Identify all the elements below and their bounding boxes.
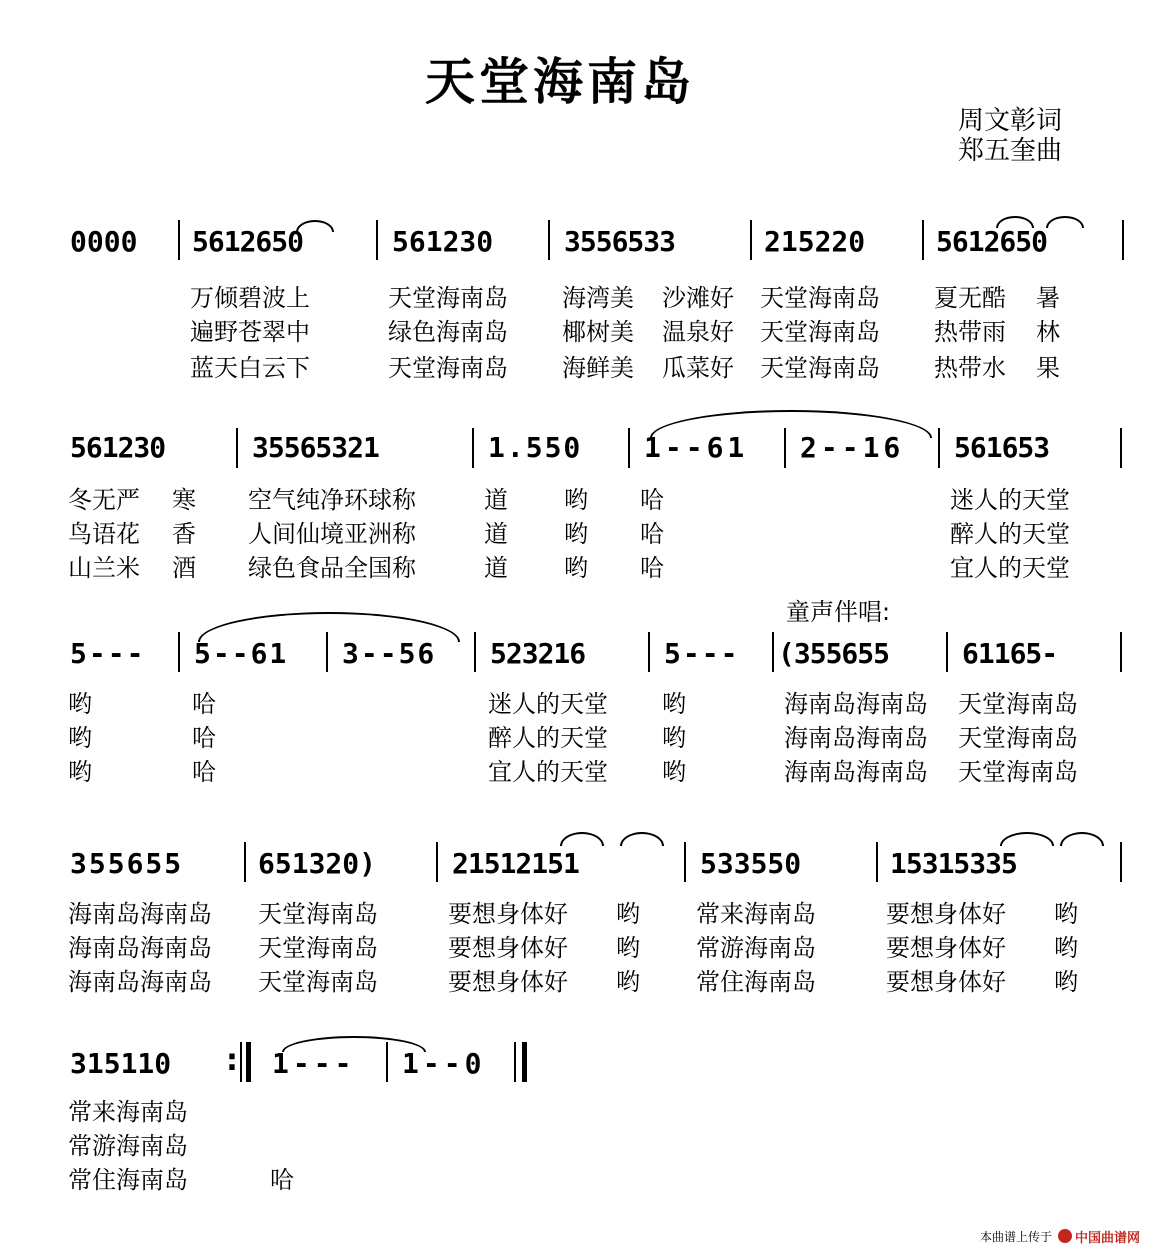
measure: 5612650 <box>936 225 1048 258</box>
lyric-word: 哟 <box>68 690 92 718</box>
lyric-word: 要想身体好 <box>886 968 1006 996</box>
lyric-word: 哈 <box>640 520 664 548</box>
lyric-word: 常住海南岛 <box>696 968 816 996</box>
measure: 5--61 <box>194 637 289 670</box>
lyric-word: 天堂海南岛 <box>258 900 378 928</box>
lyric-word: 哟 <box>662 690 686 718</box>
lyric-word: 常游海南岛 <box>696 934 816 962</box>
lyric-word: 醉人的天堂 <box>950 520 1070 548</box>
lyric-word: 海南岛海南岛 <box>784 690 928 718</box>
bar-line <box>514 1042 516 1082</box>
measure: 561653 <box>954 431 1050 464</box>
lyric-word: 寒 <box>172 486 196 514</box>
lyric-word: 道 <box>484 554 508 582</box>
lyric-word: 哟 <box>616 934 640 962</box>
lyric-word: 瓜菜好 <box>662 354 734 382</box>
lyric-word: 哟 <box>616 900 640 928</box>
lyric-word: 天堂海南岛 <box>760 354 880 382</box>
measure: 21512151 <box>452 847 579 880</box>
lyric-word: 林 <box>1036 318 1060 346</box>
lyric-word: 天堂海南岛 <box>958 690 1078 718</box>
lyric-word: 哈 <box>640 486 664 514</box>
measure: 1--- <box>272 1047 356 1080</box>
measure: 561230 <box>70 431 166 464</box>
composer-credit: 郑五奎曲 <box>958 136 1063 166</box>
lyric-word: 香 <box>172 520 196 548</box>
lyric-word: 蓝天白云下 <box>190 354 310 382</box>
lyric-word: 哈 <box>640 554 664 582</box>
measure: 215220 <box>764 225 866 258</box>
measure: 35565321 <box>252 431 379 464</box>
measure: 3556533 <box>564 225 676 258</box>
lyric-word: 哟 <box>662 758 686 786</box>
lyricist-credit: 周文彰词 <box>958 106 1063 136</box>
lyric-word: 遍野苍翠中 <box>190 318 310 346</box>
lyric-word: 常住海南岛 <box>68 1166 188 1194</box>
lyric-word: 常来海南岛 <box>68 1098 188 1126</box>
bar-line <box>386 1042 388 1082</box>
lyric-word: 海南岛海南岛 <box>784 758 928 786</box>
bar-line <box>240 1042 242 1082</box>
lyric-word: 宜人的天堂 <box>950 554 1070 582</box>
lyric-word: 天堂海南岛 <box>958 758 1078 786</box>
lyric-word: 哟 <box>564 554 588 582</box>
lyric-word: 要想身体好 <box>448 934 568 962</box>
lyric-word: 哈 <box>192 724 216 752</box>
lyric-word: 常游海南岛 <box>68 1132 188 1160</box>
measure: 0000 <box>70 225 138 258</box>
lyric-word: 哈 <box>270 1166 294 1194</box>
measure: 533550 <box>700 847 802 880</box>
measure: 651320) <box>258 847 377 880</box>
lyric-word: 人间仙境亚洲称 <box>248 520 416 548</box>
lyric-word: 哟 <box>1054 900 1078 928</box>
lyric-word: 哟 <box>564 520 588 548</box>
lyric-word: 天堂海南岛 <box>388 284 508 312</box>
measure: (355655 <box>778 637 890 670</box>
lyric-word: 酒 <box>172 554 196 582</box>
lyric-word: 绿色食品全国称 <box>248 554 416 582</box>
measure: 315110 <box>70 1047 172 1080</box>
song-title: 天堂海南岛 <box>425 52 695 111</box>
site-name: 中国曲谱网 <box>1075 1231 1141 1246</box>
lyric-word: 醉人的天堂 <box>488 724 608 752</box>
lyric-word: 宜人的天堂 <box>488 758 608 786</box>
repeat-dots: : <box>226 1043 238 1078</box>
lyric-word: 天堂海南岛 <box>958 724 1078 752</box>
lyric-word: 天堂海南岛 <box>760 318 880 346</box>
lyric-word: 海南岛海南岛 <box>68 934 212 962</box>
measure: 523216 <box>490 637 586 670</box>
lyric-word: 鸟语花 <box>68 520 140 548</box>
lyric-word: 果 <box>1036 354 1060 382</box>
lyric-word: 哟 <box>68 758 92 786</box>
lyric-word: 迷人的天堂 <box>488 690 608 718</box>
lyric-word: 要想身体好 <box>886 900 1006 928</box>
lyric-word: 道 <box>484 486 508 514</box>
measure: 3--56 <box>342 637 437 670</box>
lyric-word: 哟 <box>662 724 686 752</box>
lyric-word: 海鲜美 <box>562 354 634 382</box>
measure: 5--- <box>664 637 740 670</box>
measure: 61165- <box>962 637 1058 670</box>
measure: 15315335 <box>890 847 1017 880</box>
lyric-word: 椰树美 <box>562 318 634 346</box>
lyric-word: 哈 <box>192 690 216 718</box>
lyric-word: 要想身体好 <box>448 968 568 996</box>
lyric-word: 海南岛海南岛 <box>68 968 212 996</box>
lyric-word: 万倾碧波上 <box>190 284 310 312</box>
measure: 1--0 <box>402 1047 486 1080</box>
lyric-word: 沙滩好 <box>662 284 734 312</box>
measure: 2--16 <box>800 431 905 464</box>
lyric-word: 海湾美 <box>562 284 634 312</box>
lyric-word: 温泉好 <box>662 318 734 346</box>
lyric-word: 热带雨 <box>934 318 1006 346</box>
lyric-word: 迷人的天堂 <box>950 486 1070 514</box>
lyric-word: 天堂海南岛 <box>258 934 378 962</box>
repeat-bar-thick <box>246 1042 251 1082</box>
lyric-word: 空气纯净环球称 <box>248 486 416 514</box>
measure: 5--- <box>70 637 146 670</box>
lyric-word: 天堂海南岛 <box>258 968 378 996</box>
lyric-word: 哟 <box>616 968 640 996</box>
lyric-word: 暑 <box>1036 284 1060 312</box>
lyric-word: 海南岛海南岛 <box>68 900 212 928</box>
lyric-word: 天堂海南岛 <box>388 354 508 382</box>
measure: 5612650 <box>192 225 304 258</box>
lyric-word: 绿色海南岛 <box>388 318 508 346</box>
childrens-chorus-label: 童声伴唱: <box>786 598 891 626</box>
measure: 1--61 <box>644 431 749 464</box>
lyric-word: 冬无严 <box>68 486 140 514</box>
measure: 1.550 <box>488 431 583 464</box>
measure: 561230 <box>392 225 494 258</box>
site-logo-icon <box>1058 1229 1072 1243</box>
lyric-word: 天堂海南岛 <box>760 284 880 312</box>
lyric-word: 哟 <box>68 724 92 752</box>
lyric-word: 要想身体好 <box>448 900 568 928</box>
lyric-word: 山兰米 <box>68 554 140 582</box>
lyric-word: 道 <box>484 520 508 548</box>
lyric-word: 常来海南岛 <box>696 900 816 928</box>
final-bar-thick <box>522 1042 527 1082</box>
lyric-word: 海南岛海南岛 <box>784 724 928 752</box>
lyric-word: 哟 <box>1054 968 1078 996</box>
lyric-word: 哟 <box>564 486 588 514</box>
lyric-word: 热带水 <box>934 354 1006 382</box>
lyric-word: 哟 <box>1054 934 1078 962</box>
lyric-word: 夏无酷 <box>934 284 1006 312</box>
lyric-word: 哈 <box>192 758 216 786</box>
measure: 355655 <box>70 847 184 880</box>
lyric-word: 要想身体好 <box>886 934 1006 962</box>
upload-note: 本曲谱上传于 <box>980 1230 1053 1244</box>
